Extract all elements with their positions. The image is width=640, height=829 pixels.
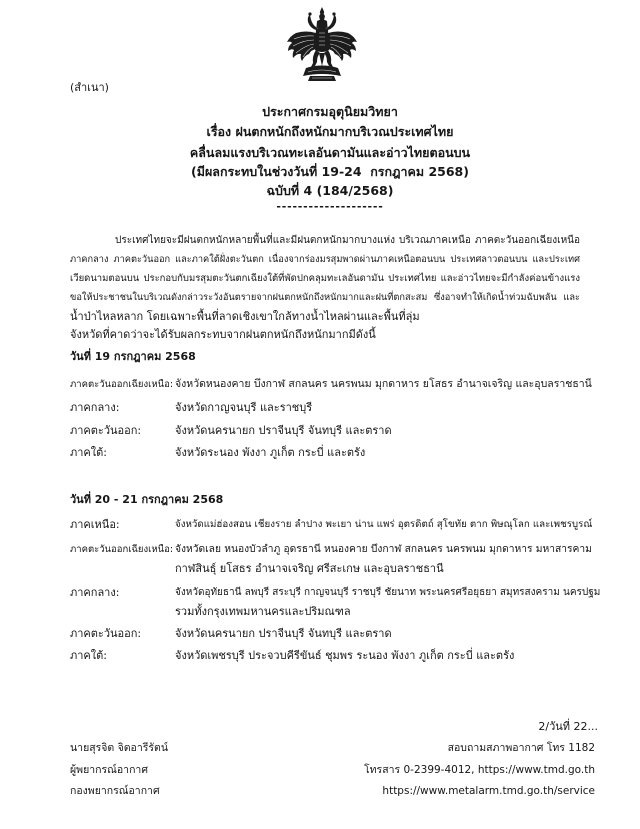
body-line: ภาคกลาง ภาคตะวันออก และภาคใต้ฝั่งตะวันตก เนื่องจากร่องมรสุมพาดผ่านภาคเหนือตอนบน ประเทศลาวตอนบน และประเทศ bbox=[70, 254, 580, 265]
announcement-subject: เรื่อง ฝนตกหนักถึงหนักมากบริเวณประเทศไทย bbox=[206, 124, 454, 139]
affected-intro: จังหวัดที่คาดว่าจะได้รับผลกระทบจากฝนตกหนักถึงหนักมากมีดังนี้ bbox=[70, 328, 376, 341]
region-label: ภาคตะวันออก: bbox=[70, 424, 142, 437]
garuda-emblem bbox=[286, 6, 358, 82]
province-list bbox=[175, 375, 600, 394]
title-separator: -------------------- bbox=[276, 200, 384, 213]
province-list bbox=[175, 421, 600, 440]
province-list bbox=[175, 443, 600, 462]
region-label: ภาคกลาง: bbox=[70, 401, 120, 414]
province-line: จังหวัดเลย หนองบัวลำภู อุดรธานี หนองคาย บึงกาฬ สกลนคร นครพนม มุกดาหาร มหาสารคาม bbox=[175, 543, 592, 555]
announcement-period: (มีผลกระทบในช่วงวันที่ 19-24 กรกฎาคม 2568) bbox=[191, 164, 469, 179]
signer-name: นายสุรจิต จิตอารีรัตน์ bbox=[70, 742, 169, 754]
region-label: ภาคใต้: bbox=[70, 446, 108, 459]
body-line: ขอให้ประชาชนในบริเวณดังกล่าวระวังอันตรายจากฝนตกหนักถึงหนักมากและฝนที่ตกสะสม ซึ่งอาจทำให้เกิดน้ำท่วมฉับพลัน และ bbox=[70, 292, 580, 303]
region-label: ภาคตะวันออกเฉียงเหนือ: bbox=[70, 544, 173, 555]
province-line: จังหวัดเพชรบุรี ประจวบคีรีขันธ์ ชุมพร ระนอง พังงา ภูเก็ต กระบี่ และตรัง bbox=[175, 649, 515, 662]
province-line: จังหวัดระนอง พังงา ภูเก็ต กระบี่ และตรัง bbox=[175, 446, 366, 459]
province-line: กาฬสินธุ์ ยโสธร อำนาจเจริญ ศรีสะเกษ และอุบลราชธานี bbox=[175, 562, 444, 575]
body-line: เวียดนามตอนบน ประกอบกับมรสุมตะวันตกเฉียงใต้ที่พัดปกคลุมทะเลอันดามัน ประเทศไทย และอ่าวไทยจะมีกำลังค่อนข้างแรง bbox=[70, 273, 580, 284]
province-list bbox=[175, 515, 600, 534]
signer-position: ผู้พยากรณ์อากาศ bbox=[70, 764, 148, 776]
region-label: ภาคกลาง: bbox=[70, 586, 120, 599]
continuation-marker: 2/วันที่ 22... bbox=[538, 720, 598, 733]
province-line: จังหวัดแม่ฮ่องสอน เชียงราย ลำปาง พะเยา น่าน แพร่ อุตรดิตถ์ สุโขทัย ตาก พิษณุโลก และเพชรบูรณ์ bbox=[175, 519, 593, 530]
province-line: จังหวัดกาญจนบุรี และราชบุรี bbox=[175, 401, 313, 414]
announcement-title: ประกาศกรมอุตุนิยมวิทยา bbox=[262, 104, 398, 119]
day-heading: วันที่ 20 - 21 กรกฎาคม 2568 bbox=[70, 493, 224, 506]
province-line: จังหวัดนครนายก ปราจีนบุรี จันทบุรี และตราด bbox=[175, 627, 392, 640]
garuda-emblem-graphic bbox=[286, 6, 358, 82]
copy-mark: (สำเนา) bbox=[70, 81, 109, 94]
province-line: รวมทั้งกรุงเทพมหานครและปริมณฑล bbox=[175, 605, 351, 618]
province-list bbox=[175, 540, 600, 578]
province-line: จังหวัดหนองคาย บึงกาฬ สกลนคร นครพนม มุกดาหาร ยโสธร อำนาจเจริญ และอุบลราชธานี bbox=[175, 378, 592, 390]
province-line: จังหวัดนครนายก ปราจีนบุรี จันทบุรี และตราด bbox=[175, 424, 392, 437]
province-list bbox=[175, 398, 600, 417]
province-list bbox=[175, 583, 600, 621]
province-line: จังหวัดอุทัยธานี ลพบุรี สระบุรี กาญจนบุรี ราชบุรี ชัยนาท พระนครศรีอยุธยา สมุทรสงคราม นครปฐม bbox=[175, 587, 600, 598]
province-list bbox=[175, 646, 600, 665]
body-line: น้ำป่าไหลหลาก โดยเฉพาะพื้นที่ลาดเชิงเขาใกล้ทางน้ำไหลผ่านและพื้นที่ลุ่ม bbox=[70, 310, 420, 323]
body-line: ประเทศไทยจะมีฝนตกหนักหลายพื้นที่และมีฝนตกหนักมากบางแห่ง บริเวณภาคเหนือ ภาคตะวันออกเฉียงเหนือ bbox=[115, 235, 580, 246]
region-label: ภาคเหนือ: bbox=[70, 518, 120, 531]
announcement-issue: ฉบับที่ 4 (184/2568) bbox=[266, 183, 394, 198]
day-heading: วันที่ 19 กรกฎาคม 2568 bbox=[70, 350, 196, 363]
contact-fax-website: โทรสาร 0-2399-4012, https://www.tmd.go.th bbox=[364, 764, 595, 776]
announcement-subject-cont: คลื่นลมแรงบริเวณทะเลอันดามันและอ่าวไทยตอนบน bbox=[189, 145, 471, 160]
region-label: ภาคตะวันออกเฉียงเหนือ: bbox=[70, 379, 173, 390]
region-label: ภาคตะวันออก: bbox=[70, 627, 142, 640]
contact-hotline: สอบถามสภาพอากาศ โทร 1182 bbox=[447, 742, 595, 754]
province-list bbox=[175, 624, 600, 643]
contact-service-url: https://www.metalarm.tmd.go.th/service bbox=[382, 785, 595, 797]
signer-division: กองพยากรณ์อากาศ bbox=[70, 785, 160, 797]
region-label: ภาคใต้: bbox=[70, 649, 108, 662]
